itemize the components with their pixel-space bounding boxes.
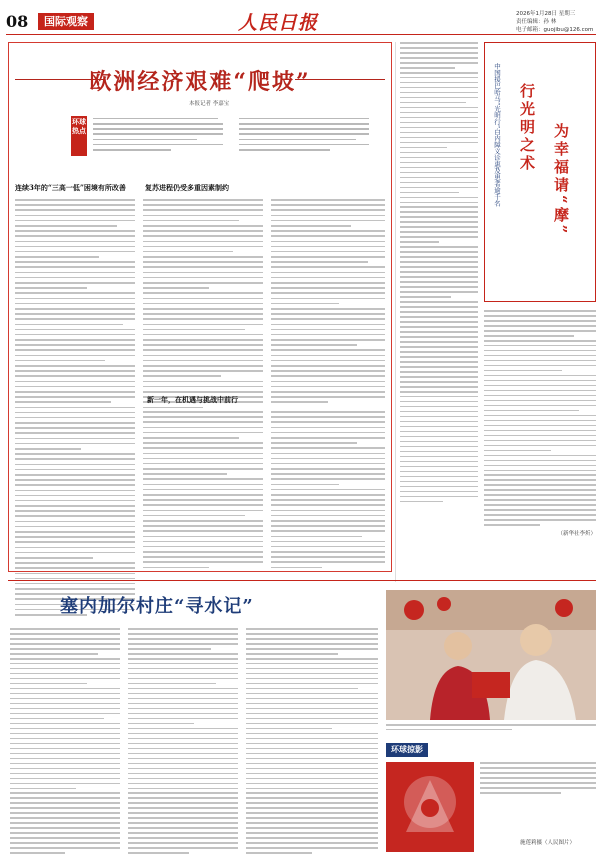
column-2	[143, 199, 263, 412]
subhead-2: 复苏进程仍受多重因素制约	[145, 183, 229, 192]
column-3	[271, 199, 385, 407]
column-3b	[271, 411, 385, 572]
edition-line: 责任编辑：孙 林	[516, 19, 557, 25]
bottom-section-rule	[8, 580, 596, 581]
header-rule	[6, 34, 596, 35]
page-number: 08	[6, 12, 29, 31]
bottom-column-1	[10, 628, 120, 857]
papercut-note	[480, 762, 596, 797]
main-story-byline: 本报记者 李嘉宝	[189, 101, 230, 107]
bottom-story-title: 塞内加尔村庄“寻水记”	[60, 596, 254, 617]
feature-kicker: 中国援巴哈马“光明行”白内障义诊惠及患者逾千名	[493, 63, 501, 207]
news-photo	[386, 590, 596, 720]
email-line: 电子邮箱：guojibu@126.com	[516, 27, 594, 33]
main-story-frame	[8, 42, 392, 572]
main-story-title: 欧洲经济艰难“爬坡”	[89, 69, 311, 95]
photo-caption	[386, 724, 596, 734]
feature-signature: （新华社李炘）	[557, 531, 596, 538]
lead-paragraph-2	[239, 115, 369, 154]
date-line: 2026年1月28日 星期三	[516, 11, 576, 17]
papercut-art	[386, 762, 474, 852]
photo-credit: 施莲莉摄（人民图片）	[520, 840, 576, 846]
feature-box	[484, 42, 596, 302]
feature-text	[484, 310, 596, 537]
subhead-3: 新一年，在机遇与挑战中前行	[147, 395, 238, 404]
photo-illustration	[386, 590, 596, 720]
header-info	[516, 10, 596, 34]
bottom-column-2	[128, 628, 238, 857]
photo-section-label: 环球掠影	[386, 743, 428, 757]
topic-tag: 环球热点	[71, 116, 87, 156]
section-label: 国际观察	[38, 13, 94, 30]
column-2b	[143, 411, 263, 572]
column-divider	[395, 42, 396, 582]
bottom-column-3	[246, 628, 378, 857]
feature-title-1: 行光明之术	[518, 83, 536, 173]
papercut-image	[386, 762, 474, 852]
column-1	[15, 199, 135, 619]
lead-paragraph-1	[93, 115, 223, 154]
page-header	[6, 10, 596, 34]
masthead-logo: 人民日报	[238, 12, 319, 34]
right-text-column	[400, 42, 478, 562]
feature-title-2: 为幸福请“摩”	[552, 123, 570, 237]
subhead-1: 连续3年的“三高一低”困境有所改善	[15, 183, 126, 192]
